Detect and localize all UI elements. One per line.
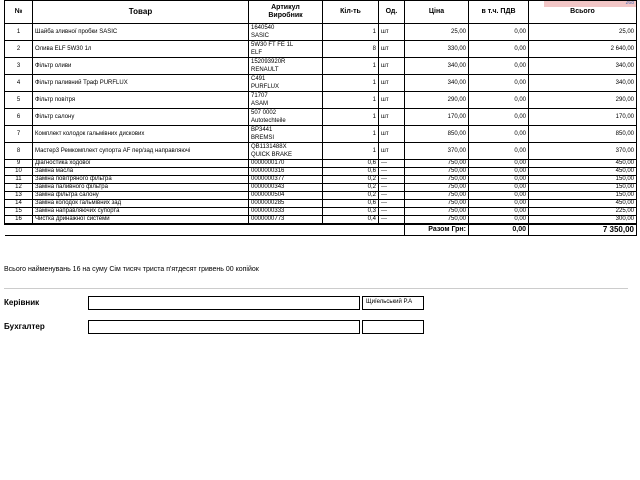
row-article: 0000000285 xyxy=(249,200,323,208)
row-total: 2 640,00 xyxy=(529,41,637,58)
row-article-code: 5W30 FT FE 1L xyxy=(251,42,294,48)
row-price: 750,00 xyxy=(405,168,469,176)
col-product: Товар xyxy=(33,1,249,24)
table-row xyxy=(5,208,637,216)
accountant-label: Бухгалтер xyxy=(4,322,45,331)
row-num: 13 xyxy=(5,192,33,200)
row-total: 225,00 xyxy=(529,208,637,216)
row-product: Фільтр повітря xyxy=(33,92,249,109)
row-num: 14 xyxy=(5,200,33,208)
table-row xyxy=(5,168,637,176)
row-num: 5 xyxy=(5,92,33,109)
row-num: 9 xyxy=(5,160,33,168)
row-num: 3 xyxy=(5,58,33,75)
row-article xyxy=(249,58,323,75)
row-vat: 0,00 xyxy=(469,216,529,225)
row-qty: 0,2 xyxy=(323,184,379,192)
row-unit: --- xyxy=(379,208,405,216)
row-unit: шт xyxy=(379,41,405,58)
row-qty: 1 xyxy=(323,109,379,126)
goods-rows xyxy=(5,24,637,160)
row-qty: 1 xyxy=(323,92,379,109)
row-qty: 0,2 xyxy=(323,192,379,200)
row-product: Фільтр паливний Траф PURFLUX xyxy=(33,75,249,92)
table-row xyxy=(5,160,637,168)
amount-in-words: Всього найменувань 16 на суму Сім тисяч триста п'ятдесят гривень 00 копійок xyxy=(4,266,259,273)
invoice-sheet xyxy=(4,0,636,236)
row-article: 0000000333 xyxy=(249,208,323,216)
row-article-maker: SASIC xyxy=(251,33,270,39)
table-row xyxy=(5,109,637,126)
row-qty: 0,6 xyxy=(323,200,379,208)
col-article-line1: Артикул xyxy=(271,4,300,11)
head-label: Керівник xyxy=(4,298,40,307)
row-article xyxy=(249,41,323,58)
row-vat: 0,00 xyxy=(469,75,529,92)
row-total: 290,00 xyxy=(529,92,637,109)
table-row xyxy=(5,192,637,200)
row-vat: 0,00 xyxy=(469,126,529,143)
row-num: 15 xyxy=(5,208,33,216)
invoice-table xyxy=(4,0,637,236)
row-product: Мастер3 Ремкомплект супорта AF пер/зад направляючі xyxy=(33,143,249,160)
row-unit: шт xyxy=(379,24,405,41)
col-article-line2: Виробник xyxy=(268,12,303,19)
row-article-maker: ASAM xyxy=(251,101,269,107)
row-article: 0000000170 xyxy=(249,160,323,168)
row-unit: шт xyxy=(379,109,405,126)
row-qty: 1 xyxy=(323,75,379,92)
row-price: 370,00 xyxy=(405,143,469,160)
row-num: 4 xyxy=(5,75,33,92)
row-article: 0000000773 xyxy=(249,216,323,225)
row-total: 340,00 xyxy=(529,75,637,92)
row-vat: 0,00 xyxy=(469,143,529,160)
row-article-code: C491 xyxy=(251,76,266,82)
corner-number: 268 xyxy=(625,0,634,6)
row-qty: 1 xyxy=(323,24,379,41)
row-article: 0000000504 xyxy=(249,192,323,200)
row-article xyxy=(249,92,323,109)
row-product: Заміна колодок гальмівних зад xyxy=(33,200,249,208)
row-article-maker: PURFLUX xyxy=(251,84,280,90)
row-qty: 1 xyxy=(323,143,379,160)
row-product: Заміна масла xyxy=(33,168,249,176)
col-qty: Кіл-ть xyxy=(323,1,379,24)
row-article xyxy=(249,109,323,126)
row-vat: 0,00 xyxy=(469,58,529,75)
table-row xyxy=(5,184,637,192)
row-vat: 0,00 xyxy=(469,92,529,109)
row-article-maker: BREMSI xyxy=(251,135,275,141)
table-row xyxy=(5,41,637,58)
row-price: 25,00 xyxy=(405,24,469,41)
row-unit: --- xyxy=(379,168,405,176)
row-total: 150,00 xyxy=(529,184,637,192)
total-spacer xyxy=(5,224,405,236)
row-qty: 1 xyxy=(323,126,379,143)
row-article-maker: ELF xyxy=(251,50,263,56)
row-product: Заміна направляючих супорта xyxy=(33,208,249,216)
col-num: № xyxy=(5,1,33,24)
accountant-signature-field[interactable] xyxy=(88,320,360,334)
row-price: 750,00 xyxy=(405,200,469,208)
row-unit: --- xyxy=(379,184,405,192)
table-row xyxy=(5,143,637,160)
amount-underline xyxy=(4,276,628,289)
row-price: 750,00 xyxy=(405,160,469,168)
head-name: Щиїельський Р.А xyxy=(366,299,413,305)
row-price: 750,00 xyxy=(405,184,469,192)
row-article-code: 507 0002 xyxy=(251,110,277,116)
row-article-code: 71707 xyxy=(251,93,268,99)
row-vat: 0,00 xyxy=(469,109,529,126)
row-total: 25,00 xyxy=(529,24,637,41)
row-article-code: BP3441 xyxy=(251,127,273,133)
row-vat: 0,00 xyxy=(469,24,529,41)
row-article-code: 152093920R xyxy=(251,59,286,65)
row-price: 330,00 xyxy=(405,41,469,58)
row-unit: шт xyxy=(379,58,405,75)
row-qty: 1 xyxy=(323,58,379,75)
table-row xyxy=(5,75,637,92)
row-qty: 0,3 xyxy=(323,208,379,216)
row-num: 8 xyxy=(5,143,33,160)
row-total: 150,00 xyxy=(529,176,637,184)
row-price: 750,00 xyxy=(405,208,469,216)
row-article-maker: QUICK BRAKE xyxy=(251,152,293,158)
col-total: Всього xyxy=(529,1,637,24)
row-article xyxy=(249,75,323,92)
row-qty: 0,6 xyxy=(323,168,379,176)
row-total: 370,00 xyxy=(529,143,637,160)
row-price: 170,00 xyxy=(405,109,469,126)
row-total: 170,00 xyxy=(529,109,637,126)
row-num: 1 xyxy=(5,24,33,41)
row-unit: --- xyxy=(379,200,405,208)
row-vat: 0,00 xyxy=(469,41,529,58)
row-product: Шайба зливної пробки SASIC xyxy=(33,24,249,41)
row-unit: шт xyxy=(379,143,405,160)
row-total: 150,00 xyxy=(529,192,637,200)
total-sum: 7 350,00 xyxy=(529,224,637,236)
service-rows xyxy=(5,160,637,225)
row-vat: 0,00 xyxy=(469,160,529,168)
row-product: Заміна повітряного фільтра xyxy=(33,176,249,184)
col-price: Ціна xyxy=(405,1,469,24)
row-unit: --- xyxy=(379,192,405,200)
row-total: 340,00 xyxy=(529,58,637,75)
table-row xyxy=(5,126,637,143)
table-row xyxy=(5,92,637,109)
row-article-maker: RENAULT xyxy=(251,67,279,73)
row-vat: 0,00 xyxy=(469,208,529,216)
total-vat: 0,00 xyxy=(469,224,529,236)
table-row xyxy=(5,24,637,41)
col-vat: в т.ч. ПДВ xyxy=(469,1,529,24)
row-num: 11 xyxy=(5,176,33,184)
row-product: Комплект колодок гальмівних дискових xyxy=(33,126,249,143)
row-price: 750,00 xyxy=(405,192,469,200)
row-product: Заміна фільтра салону xyxy=(33,192,249,200)
row-unit: шт xyxy=(379,75,405,92)
row-article: 0000000377 xyxy=(249,176,323,184)
row-price: 850,00 xyxy=(405,126,469,143)
row-article xyxy=(249,24,323,41)
row-total: 300,00 xyxy=(529,216,637,225)
row-num: 2 xyxy=(5,41,33,58)
row-price: 750,00 xyxy=(405,176,469,184)
row-product: Фільтр салону xyxy=(33,109,249,126)
col-unit: Од. xyxy=(379,1,405,24)
row-product: Діагностика ходової xyxy=(33,160,249,168)
row-article xyxy=(249,126,323,143)
row-qty: 0,6 xyxy=(323,160,379,168)
row-article-code: 1640540 xyxy=(251,25,275,31)
head-signature-field[interactable] xyxy=(88,296,360,310)
row-price: 340,00 xyxy=(405,58,469,75)
row-unit: --- xyxy=(379,160,405,168)
row-product: Фільтр оливи xyxy=(33,58,249,75)
table-header-row xyxy=(5,1,637,24)
row-total: 450,00 xyxy=(529,200,637,208)
row-article xyxy=(249,143,323,160)
total-label: Разом Грн: xyxy=(405,224,469,236)
row-vat: 0,00 xyxy=(469,200,529,208)
row-vat: 0,00 xyxy=(469,192,529,200)
row-unit: --- xyxy=(379,176,405,184)
row-article-maker: Autotechteile xyxy=(251,118,286,124)
row-price: 750,00 xyxy=(405,216,469,225)
table-row xyxy=(5,216,637,225)
row-qty: 0,4 xyxy=(323,216,379,225)
row-total: 850,00 xyxy=(529,126,637,143)
row-total: 450,00 xyxy=(529,160,637,168)
accountant-name-field xyxy=(362,320,424,334)
row-unit: шт xyxy=(379,126,405,143)
row-vat: 0,00 xyxy=(469,184,529,192)
row-unit: --- xyxy=(379,216,405,225)
table-row xyxy=(5,200,637,208)
row-price: 340,00 xyxy=(405,75,469,92)
row-num: 6 xyxy=(5,109,33,126)
row-price: 290,00 xyxy=(405,92,469,109)
col-article xyxy=(249,1,323,24)
total-row xyxy=(5,224,637,236)
row-article: 0000000316 xyxy=(249,168,323,176)
row-vat: 0,00 xyxy=(469,168,529,176)
row-article: 0000000343 xyxy=(249,184,323,192)
row-article-code: QB1131488X xyxy=(251,144,287,150)
row-unit: шт xyxy=(379,92,405,109)
row-num: 7 xyxy=(5,126,33,143)
table-row xyxy=(5,58,637,75)
row-product: Чистка дринажної системи xyxy=(33,216,249,225)
row-vat: 0,00 xyxy=(469,176,529,184)
row-total: 450,00 xyxy=(529,168,637,176)
row-qty: 0,2 xyxy=(323,176,379,184)
row-product: Заміна паливного фільтра xyxy=(33,184,249,192)
table-row xyxy=(5,176,637,184)
row-num: 10 xyxy=(5,168,33,176)
row-product: Олива ELF 5W30 1л xyxy=(33,41,249,58)
row-num: 16 xyxy=(5,216,33,225)
row-qty: 8 xyxy=(323,41,379,58)
row-num: 12 xyxy=(5,184,33,192)
